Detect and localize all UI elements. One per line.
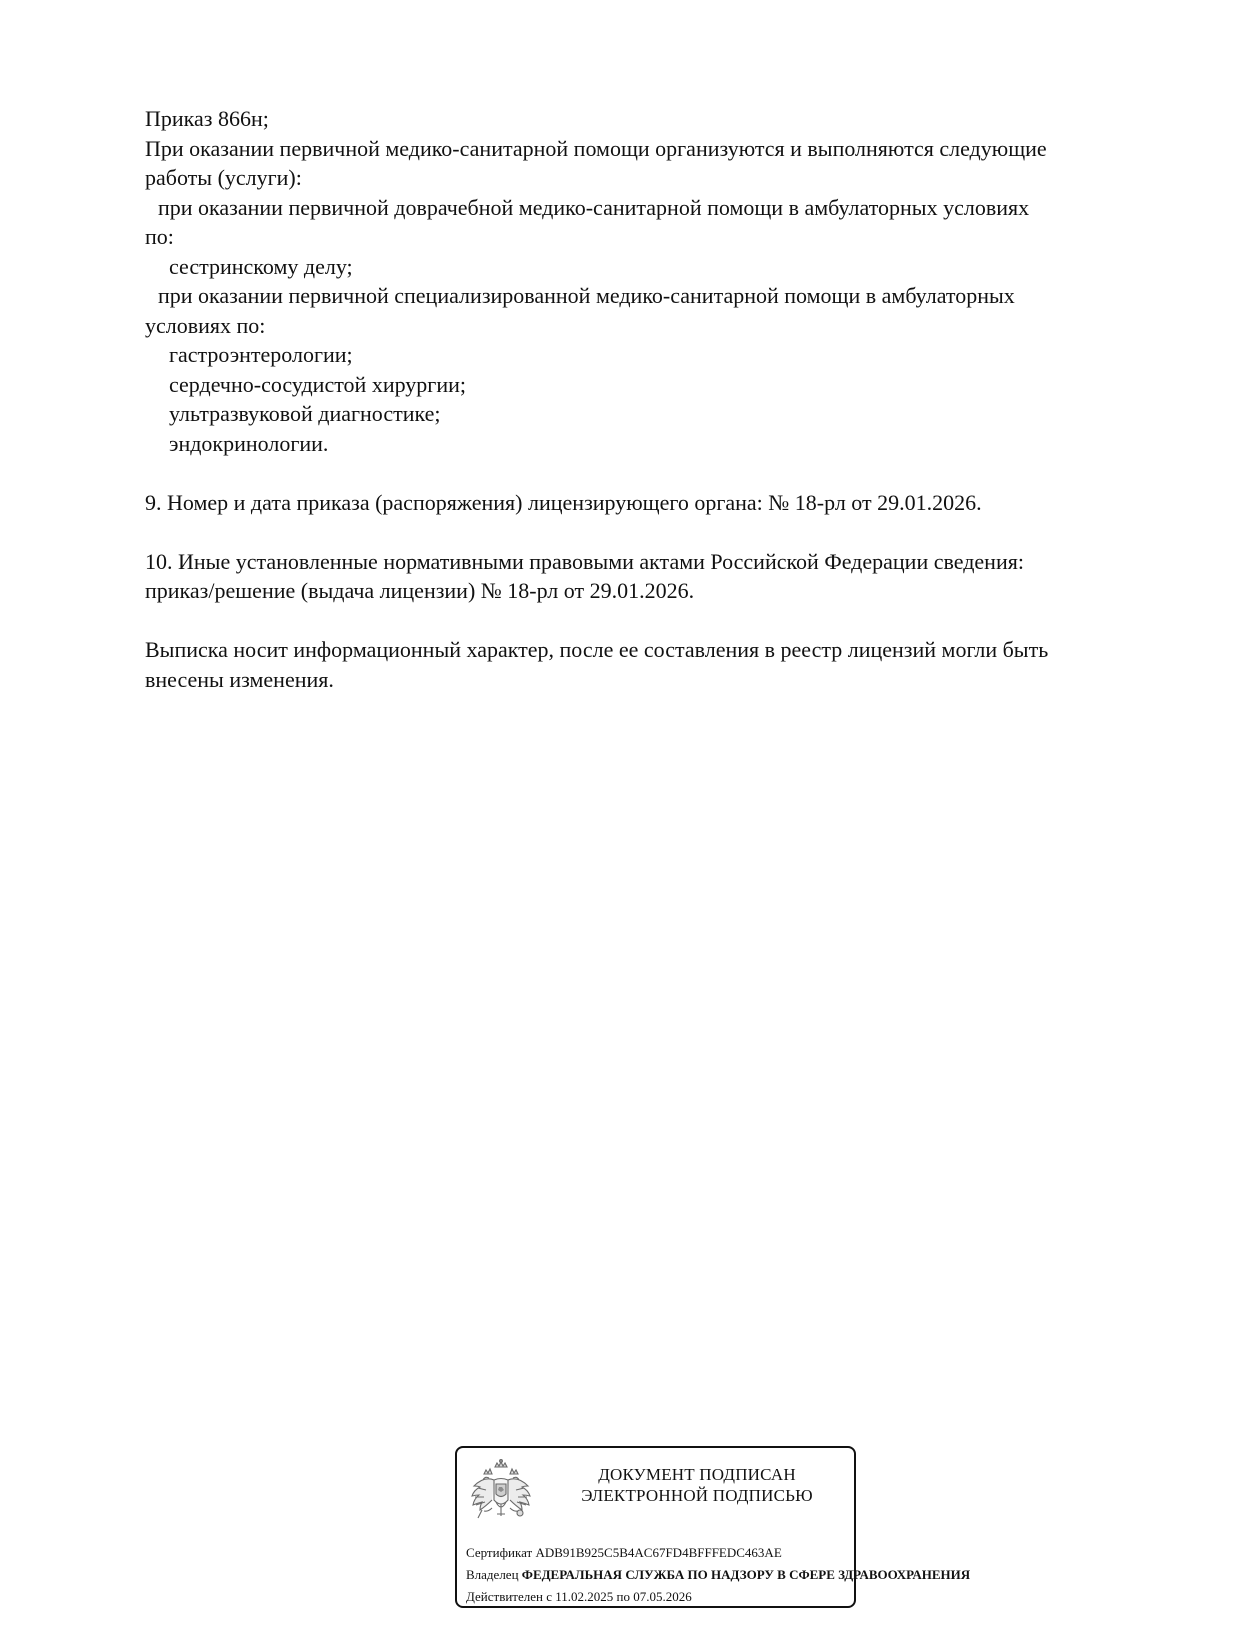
certificate-row — [466, 1542, 886, 1564]
care-type-prehospital-line-2: по: — [145, 224, 174, 249]
care-type-prehospital-line-1: при оказании первичной доврачебной медико-санитарной помощи в амбулаторных условиях — [158, 194, 1030, 220]
stamp-header-line-2: ЭЛЕКТРОННОЙ ПОДПИСЬЮ — [581, 1486, 813, 1505]
service-item: гастроэнтерологии; — [169, 342, 353, 367]
care-type-specialized-line-2: условиях по: — [145, 312, 266, 338]
stamp-header — [547, 1464, 847, 1506]
document-body — [145, 104, 1155, 694]
order-ref: Приказ 866н; — [145, 106, 269, 131]
disclaimer-line-1: Выписка носит информационный характер, после ее составления в реестр лицензий могли быть — [145, 637, 1049, 662]
double-headed-eagle-emblem-icon — [468, 1458, 534, 1530]
owner-row — [466, 1564, 971, 1586]
item-10-line-2: приказ/решение (выдача лицензии) № 18-рл от 29.01.2026. — [145, 578, 695, 603]
electronic-signature-stamp — [455, 1446, 971, 1608]
item-10-line-1: 10. Иные установленные нормативными правовыми актами Российской Федерации сведения: — [145, 548, 1024, 574]
disclaimer-line-2: внесены изменения. — [145, 666, 334, 692]
service-item: эндокринологии. — [169, 430, 329, 456]
owner-label: Владелец — [466, 1567, 519, 1582]
item-9-order-number: 9. Номер и дата приказа (распоряжения) лицензирующего органа: № 18-рл от 29.01.2026. — [145, 489, 982, 515]
services-intro-line-1: При оказании первичной медико-санитарной помощи организуются и выполняются следующие — [145, 135, 1047, 161]
owner-value: ФЕДЕРАЛЬНАЯ СЛУЖБА ПО НАДЗОРУ В СФЕРЕ ЗДРАВООХРАНЕНИЯ — [521, 1567, 971, 1582]
service-item: сестринскому делу; — [169, 253, 353, 279]
services-intro-line-2: работы (услуги): — [145, 165, 302, 190]
validity-period: Действителен с 11.02.2025 по 07.05.2026 — [466, 1589, 692, 1604]
service-item: ультразвуковой диагностике; — [169, 401, 441, 426]
stamp-details — [466, 1542, 971, 1608]
stamp-header-line-1: ДОКУМЕНТ ПОДПИСАН — [598, 1465, 796, 1484]
care-type-specialized-line-1: при оказании первичной специализированной медико-санитарной помощи в амбулаторных — [158, 283, 1015, 308]
certificate-label: Сертификат — [466, 1545, 533, 1560]
certificate-value: ADB91B925C5B4AC67FD4BFFFEDC463AE — [535, 1545, 782, 1560]
service-item: сердечно-сосудистой хирургии; — [169, 371, 466, 397]
